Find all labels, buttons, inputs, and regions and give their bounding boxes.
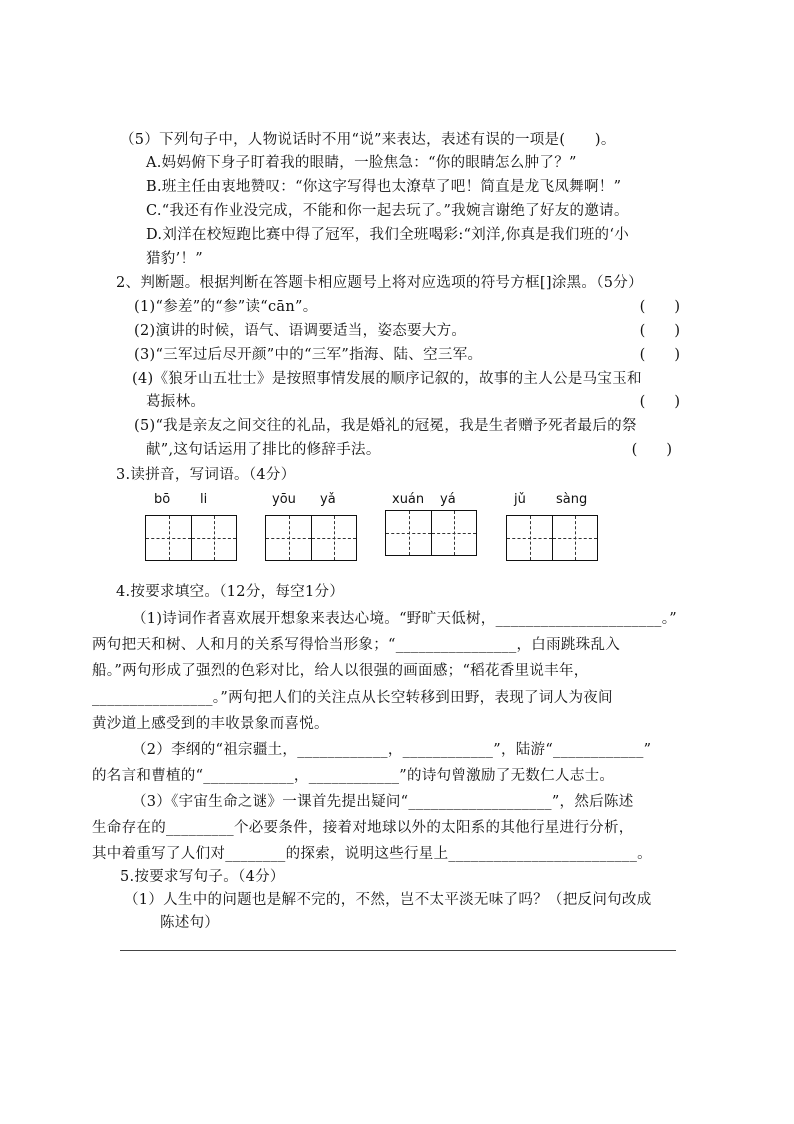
- judge-item-2: (2)演讲的时候，语气、语调要适当，姿态要大方。: [134, 323, 467, 339]
- fill-line-1: （1)诗词作者喜欢展开想象来表达心境。“野旷天低树，______________________。”: [132, 611, 677, 627]
- q5-option-b: B.班主任由衷地赞叹：“你这字写得也太潦草了吧！简直是龙飞凤舞啊！”: [146, 179, 622, 195]
- q5-option-c: C.“我还有作业没完成，不能和你一起去玩了。”我婉言谢绝了好友的邀请。: [146, 203, 629, 219]
- writing-grid-4[interactable]: [506, 515, 598, 561]
- writing-cell[interactable]: [146, 516, 191, 560]
- writing-grid-3[interactable]: [385, 510, 477, 556]
- fill-line-9: 生命存在的_________个必要条件，接着对地球以外的太阳系的其他行星进行分析，: [92, 820, 634, 836]
- answer-line[interactable]: [120, 950, 676, 951]
- fill-line-5: 黄沙道上感受到的丰收景象而喜悦。: [92, 716, 329, 732]
- writing-cell[interactable]: [507, 516, 552, 560]
- fill-line-2: 两句把天和树、人和月的关系写得恰当形象；“________________，白雨跳珠乱入: [92, 637, 621, 653]
- fill-line-7: 的名言和曹植的“____________，____________”的诗句曾激励了无数仁人志士。: [92, 768, 615, 784]
- judge-paren-4: ( ): [639, 394, 680, 410]
- judge-item-4-cont: 葛振林。: [146, 394, 206, 410]
- fill-line-3: 船。”两句形成了强烈的色彩对比，给人以很强的画面感；“稻花香里说丰年，: [92, 663, 589, 679]
- fill-line-4: ________________。”两句把人们的关注点从长空转移到田野，表现了词人为夜间: [92, 690, 613, 706]
- judge-item-3: (3)“三军过后尽开颜”中的“三军”指海、陆、空三军。: [134, 347, 483, 363]
- fill-line-8: （3）《宇宙生命之谜》一课首先提出疑问“___________________”，然后陈述: [132, 794, 634, 810]
- writing-cell[interactable]: [311, 516, 356, 560]
- writing-cell[interactable]: [191, 516, 236, 560]
- pinyin-3b: yá: [440, 492, 456, 507]
- fill-line-6: （2）李纲的“祖宗疆土，____________，____________”，陆游“____________”: [132, 742, 652, 758]
- writing-cell[interactable]: [431, 511, 476, 555]
- rewrite-item-1: （1）人生中的问题也是解不完的，不然，岂不太平淡无味了吗？（把反问句改成: [124, 892, 652, 908]
- judge-item-5-cont: 献”,这句话运用了排比的修辞手法。: [146, 442, 381, 458]
- fill-title: 4.按要求填空。（12分，每空1分）: [116, 584, 345, 600]
- judge-item-1: (1)“参差”的“参”读“cān”。: [134, 299, 318, 315]
- pinyin-2a: yōu: [272, 492, 296, 507]
- judge-paren-3: ( ): [639, 347, 680, 363]
- judge-item-4: (4)《狼牙山五壮士》是按照事情发展的顺序记叙的，故事的主人公是马宝玉和: [132, 371, 642, 387]
- writing-grid-1[interactable]: [145, 515, 237, 561]
- pinyin-4a: jǔ: [514, 492, 526, 507]
- pinyin-4b: sàng: [556, 492, 588, 507]
- writing-grid-2[interactable]: [265, 515, 357, 561]
- judge-title: 2、判断题。根据判断在答题卡相应题号上将对应选项的符号方框[]涂黑。（5分）: [116, 275, 643, 291]
- rewrite-title: 5.按要求写句子。（4分）: [120, 869, 285, 885]
- pinyin-1b: li: [200, 492, 208, 507]
- judge-paren-2: ( ): [639, 323, 680, 339]
- writing-cell[interactable]: [552, 516, 597, 560]
- writing-cell[interactable]: [266, 516, 311, 560]
- q5-option-a: A.妈妈俯下身子盯着我的眼睛，一脸焦急：“你的眼睛怎么肿了？”: [146, 155, 577, 171]
- pinyin-title: 3.读拼音，写词语。（4分）: [116, 467, 296, 483]
- judge-paren-5: ( ): [631, 442, 672, 458]
- q5-stem: （5）下列句子中，人物说话时不用“说”来表达，表述有误的一项是( )。: [120, 132, 616, 148]
- writing-cell[interactable]: [386, 511, 431, 555]
- rewrite-item-1-cont: 陈述句）: [160, 915, 220, 931]
- q5-option-d-cont: 猎豹’！”: [146, 251, 204, 267]
- pinyin-1a: bō: [154, 492, 171, 507]
- judge-item-5: (5)“我是亲友之间交往的礼品，我是婚礼的冠冕，我是生者赠予死者最后的祭: [134, 418, 637, 434]
- q5-option-d: D.刘洋在校短跑比赛中得了冠军，我们全班喝彩:“刘洋,你真是我们班的‘小: [146, 227, 630, 243]
- pinyin-3a: xuán: [392, 492, 425, 507]
- judge-paren-1: ( ): [639, 299, 680, 315]
- pinyin-2b: yǎ: [320, 492, 336, 507]
- fill-line-10: 其中着重写了人们对________的探索，说明这些行星上_________________________。: [92, 846, 652, 862]
